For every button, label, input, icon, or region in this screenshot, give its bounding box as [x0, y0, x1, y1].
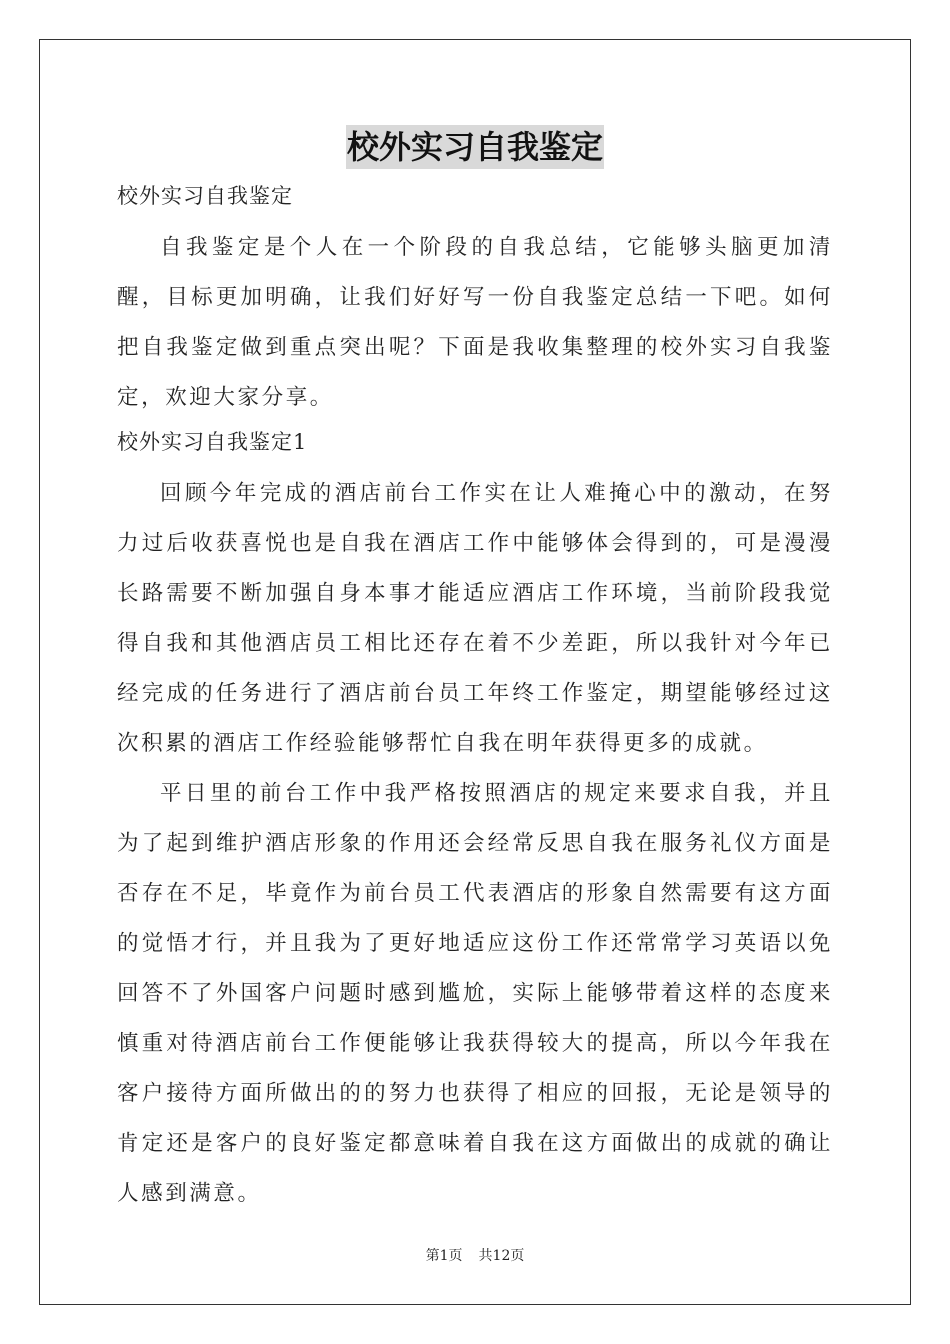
document-body — [117, 125, 833, 1219]
document-subtitle: 校外实习自我鉴定 — [117, 184, 293, 208]
intro-paragraph: 自我鉴定是个人在一个阶段的自我总结，它能够头脑更加清醒，目标更加明确，让我们好好写一份自我鉴定总结一下吧。如何把自我鉴定做到重点突出呢？下面是我收集整理的校外实习自我鉴定，欢迎大家分享。 — [117, 235, 833, 410]
document-title-text: 校外实习自我鉴定 — [346, 125, 604, 169]
page-number-total: 共12页 — [478, 1248, 525, 1264]
body-paragraph-1: 回顾今年完成的酒店前台工作实在让人难掩心中的激动，在努力过后收获喜悦也是自我在酒店工作中能够体会得到的，可是漫漫长路需要不断加强自身本事才能适应酒店工作环境，当前阶段我觉得自我和其他酒店员工相比还存在着不少差距，所以我针对今年已经完成的任务进行了酒店前台员工年终工作鉴定，期望能够经过这次积累的酒店工作经验能够帮忙自我在明年获得更多的成就。 — [117, 481, 833, 756]
page-number-current: 第1页 — [425, 1248, 463, 1264]
document-title — [117, 125, 833, 171]
page-footer — [0, 1247, 950, 1265]
section-heading: 校外实习自我鉴定1 — [117, 430, 308, 454]
body-paragraph-2: 平日里的前台工作中我严格按照酒店的规定来要求自我，并且为了起到维护酒店形象的作用还会经常反思自我在服务礼仪方面是否存在不足，毕竟作为前台员工代表酒店的形象自然需要有这方面的觉悟才行，并且我为了更好地适应这份工作还常常学习英语以免回答不了外国客户问题时感到尴尬，实际上能够带着这样的态度来慎重对待酒店前台工作便能够让我获得较大的提高，所以今年我在客户接待方面所做出的的努力也获得了相应的回报，无论是领导的肯定还是客户的良好鉴定都意味着自我在这方面做出的成就的确让人感到满意。 — [117, 781, 833, 1206]
